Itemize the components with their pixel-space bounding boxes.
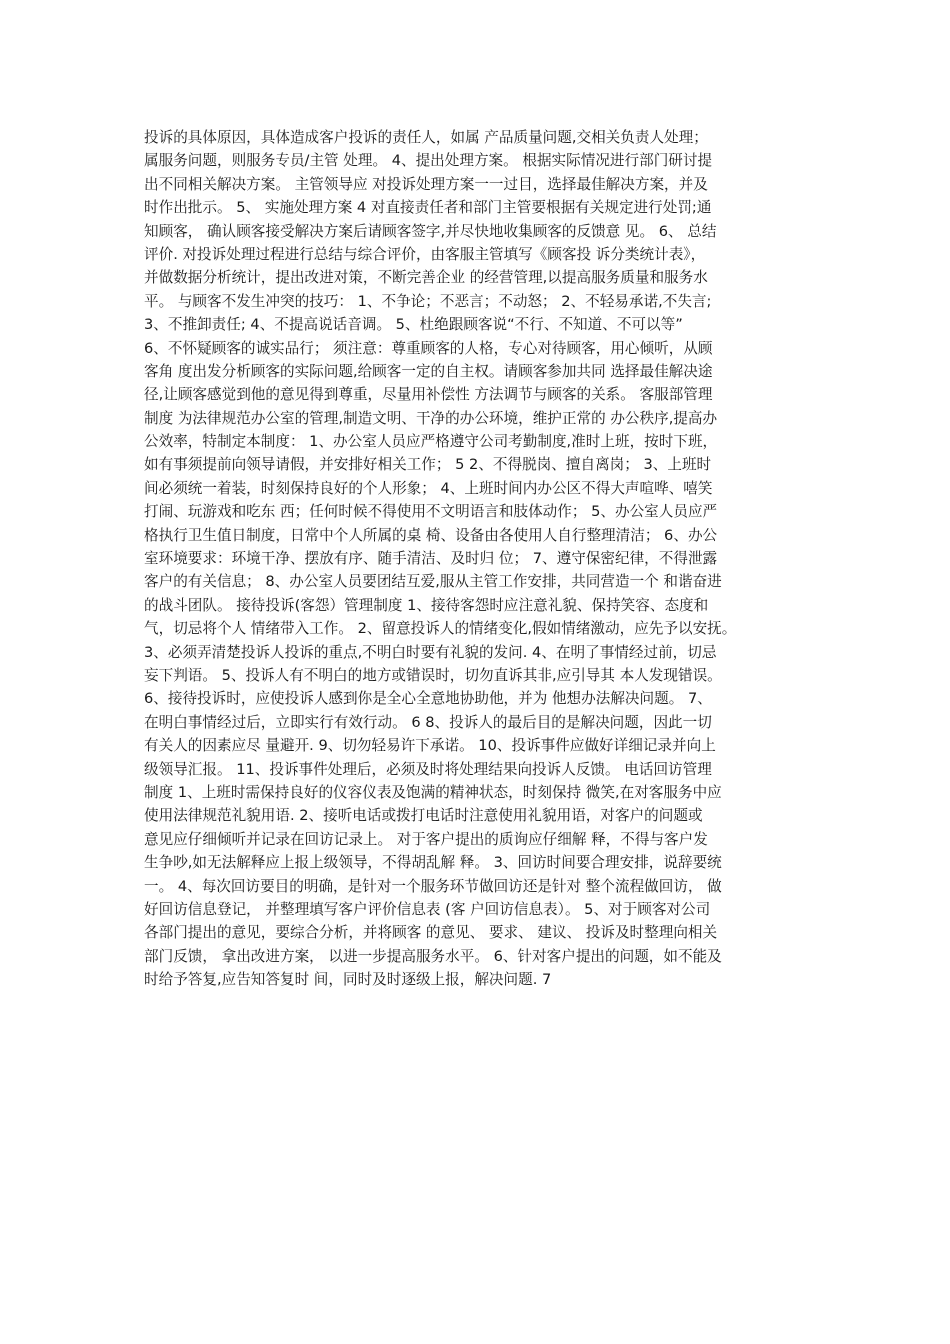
text-line: 间必须统一着装，时刻保持良好的个人形象； 4、上班时间内办公区不得大声喧哗、嘻笑 [144,479,713,497]
text-line: 室环境要求：环境干净、摆放有序、随手清洁、及时归 位； 7、遵守保密纪律，不得泄露 [144,550,718,568]
text-line: 时作出批示。 5、 实施处理方案 4 对直接责任者和部门主管要根据有关规定进行处罚;通 [144,199,712,217]
text-line: 时给予答复,应告知答复时 间，同时及时逐级上报，解决问题. 7 [144,971,552,989]
text-line: 使用法律规范礼貌用语. 2、接听电话或拨打电话时注意使用礼貌用语，对客户的问题或 [144,807,703,825]
text-line: 在明白事情经过后，立即实行有效行动。 6 8、投诉人的最后目的是解决问题，因此一切 [144,713,712,731]
text-line: 径,让顾客感觉到他的意见得到尊重，尽量用补偿性 方法调节与顾客的关系。 客服部管理 [144,386,713,404]
text-line: 好回访信息登记， 并整理填写客户评价信息表 (客 户回访信息表）。 5、对于顾客对公司 [144,900,711,918]
text-line: 如有事须提前向领导请假，并安排好相关工作； 5 2、不得脱岗、擅自离岗； 3、上班时 [144,456,712,474]
text-line: 平。 与顾客不发生冲突的技巧： 1、不争论；不恶言；不动怒； 2、不轻易承诺,不失言; [144,292,712,310]
text-line: 3、必须弄清楚投诉人投诉的重点,不明白时要有礼貌的发问. 4、在明了事情经过前，切忌 [144,643,717,661]
text-line: 制度 1、上班时需保持良好的仪容仪表及饱满的精神状态，时刻保持 微笑,在对客服务中应 [144,783,722,801]
text-line: 3、不推卸责任; 4、不提高说话音调。 5、杜绝跟顾客说“不行、不知道、不可以等” [144,316,683,334]
text-line: 各部门提出的意见，要综合分析，并将顾客 的意见、 要求、 建议、 投诉及时整理向相关 [144,924,718,942]
text-line: 并做数据分析统计，提出改进对策，不断完善企业 的经营管理,以提高服务质量和服务水 [144,269,708,287]
text-line: 制度 为法律规范办公室的管理,制造文明、干净的办公环境，维护正常的 办公秩序,提高办 [144,409,718,427]
text-line: 评价. 对投诉处理过程进行总结与综合评价，由客服主管填写《顾客投 诉分类统计表》， [144,245,706,263]
text-line: 部门反馈， 拿出改进方案， 以进一步提高服务水平。 6、针对客户提出的问题，如不能及 [144,947,722,965]
text-line: 公效率，特制定本制度： 1、办公室人员应严格遵守公司考勤制度,准时上班，按时下班， [144,433,718,451]
text-line: 客角 度出发分析顾客的实际问题,给顾客一定的自主权。请顾客参加共同 选择最佳解决途 [144,362,713,380]
text-line: 属服务问题，则服务专员/主管 处理。 4、提出处理方案。 根据实际情况进行部门研讨提 [144,152,713,170]
text-line: 格执行卫生值日制度，日常中个人所属的桌 椅、设备由各使用人自行整理清洁； 6、办公 [144,526,718,544]
text-line: 一。 4、每次回访要目的明确，是针对一个服务环节做回访还是针对 整个流程做回访， 做 [144,877,722,895]
text-line: 有关人的因素应尽 量避开. 9、切勿轻易许下承诺。 10、投诉事件应做好详细记录并向上 [144,737,716,755]
text-line: 知顾客， 确认顾客接受解决方案后请顾客签字,并尽快地收集顾客的反馈意 见。 6、 总结 [144,222,717,240]
text-line: 气，切忌将个人 情绪带入工作。 2、留意投诉人的情绪变化,假如情绪激动，应先予以安抚。 [144,620,737,638]
text-line: 投诉的具体原因，具体造成客户投诉的责任人，如属 产品质量问题,交相关负责人处理； [144,129,708,146]
text-line: 客户的有关信息； 8、办公室人员要团结互爱,服从主管工作安排，共同营造一个 和谐奋进 [144,573,722,591]
text-line: 6、接待投诉时，应使投诉人感到你是全心全意地协助他，并为 他想办法解决问题。 7、 [144,690,712,708]
body-text [144,126,834,991]
text-line: 的战斗团队。 接待投诉(客怨）管理制度 1、接待客怨时应注意礼貌、保持笑容、态度和 [144,596,709,614]
text-line: 6、不怀疑顾客的诚实品行； 须注意：尊重顾客的人格，专心对待顾客，用心倾听，从顾 [144,339,713,357]
text-line: 出不同相关解决方案。 主管领导应 对投诉处理方案一一过目，选择最佳解决方案，并及 [144,175,708,193]
text-line: 打闹、玩游戏和吃东 西；任何时候不得使用不文明语言和肢体动作； 5、办公室人员应严 [144,503,718,521]
text-line: 级领导汇报。 11、投诉事件处理后，必须及时将处理结果向投诉人反馈。 电话回访管理 [144,760,712,778]
text-line: 妄下判语。 5、投诉人有不明白的地方或错误时，切勿直诉其非,应引导其 本人发现错误。 [144,666,722,684]
text-line: 意见应仔细倾听并记录在回访记录上。 对于客户提出的质询应仔细解 释，不得与客户发 [144,830,708,848]
text-line: 生争吵,如无法解释应上报上级领导，不得胡乱解 释。 3、回访时间要合理安排，说辞要统 [144,854,722,872]
